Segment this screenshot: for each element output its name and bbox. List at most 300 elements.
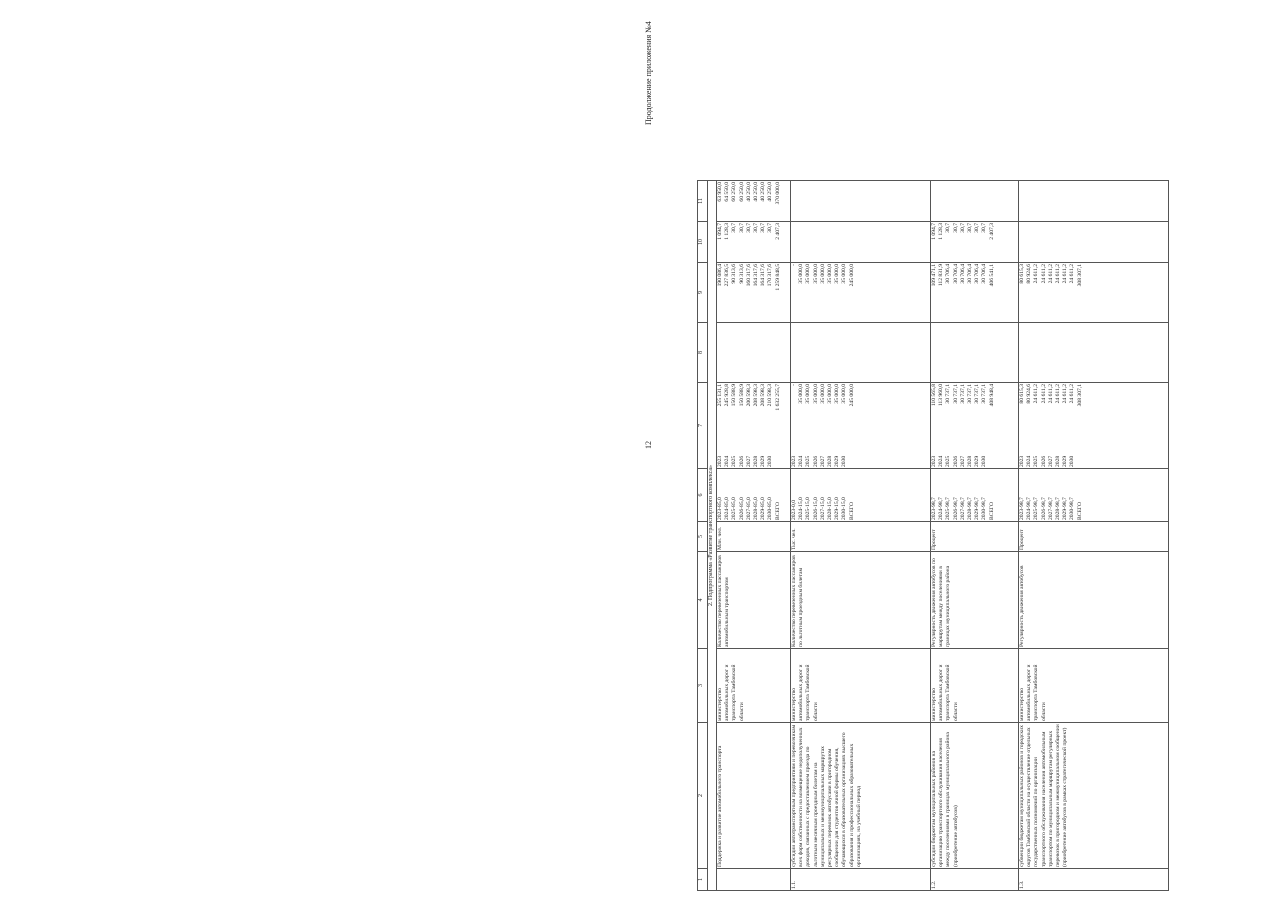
indicator-values-value: 2025-98,7 bbox=[1033, 497, 1040, 520]
regional-budget-value: 35 000,0 bbox=[819, 264, 826, 284]
responsible-executor: министерство автомобильных дорог и транспорта Тамбовской области bbox=[931, 649, 1019, 723]
federal-budget bbox=[717, 323, 791, 383]
indicator-name: Регулярность движения автобусов по маршрутам между поселениями в границах муниципального района bbox=[931, 552, 1019, 649]
funding-amount: 35 000,0 bbox=[834, 384, 841, 404]
program-table bbox=[697, 180, 1169, 891]
local-budget-value: 30,7 bbox=[731, 223, 738, 233]
funding-year: 2027 bbox=[1047, 455, 1054, 467]
funding-year: 2030 bbox=[981, 455, 988, 467]
funding-line bbox=[1069, 384, 1076, 467]
other-sources-value bbox=[1055, 182, 1062, 220]
regional-budget-value: 30 706,4 bbox=[945, 264, 952, 284]
funding-amount: 408 948,4 bbox=[988, 384, 995, 407]
funding-amount: 24 611,2 bbox=[1040, 384, 1047, 404]
funding-year: 2026 bbox=[738, 455, 745, 467]
indicator-values-value: 2030-98,7 bbox=[981, 497, 988, 520]
regional-budget-value: 164 317,6 bbox=[752, 264, 759, 287]
local-budget-value: 30,7 bbox=[952, 223, 959, 233]
funding-amount: 80 615,3 bbox=[1019, 384, 1025, 404]
funding-amount: 200 598,3 bbox=[745, 384, 752, 407]
indicator-values-value: 2027-98,7 bbox=[1047, 497, 1054, 520]
rotated-landscape-content bbox=[640, 0, 1280, 905]
other-sources-value bbox=[834, 182, 841, 220]
funding-year: 2027 bbox=[745, 455, 752, 467]
unit-of-measure: Процент bbox=[1019, 522, 1169, 552]
funding-line bbox=[798, 384, 805, 467]
regional-budget-value: 90 313,6 bbox=[731, 264, 738, 284]
regional-budget-value: 308 307,1 bbox=[1076, 264, 1083, 287]
header-col-7: 7 bbox=[698, 383, 708, 469]
funding-line bbox=[1077, 384, 1084, 467]
regional-budget-value: 406 541,1 bbox=[988, 264, 995, 287]
funding-total bbox=[717, 383, 791, 469]
funding-year: 2028 bbox=[966, 455, 973, 467]
funding-line bbox=[945, 384, 952, 467]
indicator-values-value: 2027-85,0 bbox=[745, 497, 752, 520]
local-budget-value bbox=[791, 223, 798, 261]
indicator-name: Регулярность движения автобусов bbox=[1019, 552, 1169, 649]
local-budget-value: 30,7 bbox=[767, 223, 774, 233]
indicator-values-value: 2024-15,0 bbox=[798, 497, 805, 520]
funding-line bbox=[841, 384, 848, 467]
indicator-values-value: 2027-98,7 bbox=[959, 497, 966, 520]
indicator-values-value: 2030-98,7 bbox=[1069, 497, 1076, 520]
funding-year: 2024 bbox=[938, 455, 945, 467]
federal-budget bbox=[1019, 323, 1169, 383]
funding-line bbox=[760, 384, 767, 467]
funding-amount: 208 598,3 bbox=[752, 384, 759, 407]
table-body bbox=[717, 181, 1169, 891]
funding-amount: 24 611,2 bbox=[1069, 384, 1076, 404]
local-budget-value: 2 407,3 bbox=[988, 223, 995, 240]
local-budget-value: 30,7 bbox=[981, 223, 988, 233]
funding-amount: 35 000,0 bbox=[798, 384, 805, 404]
measure-name: субвенции бюджетам муниципальных районов и городских округов Тамбовской области на осуществление отдельных государственных полномочий по организации транспортного обслуживания населения автомобильным транспортом по муниципальным маршрутам регулярных перевозок в пригородном и межмуниципальном сообщении (приобретение автобусов в рамках стратегической проект) bbox=[1019, 723, 1169, 869]
indicator-values-value: 2023-0,0 bbox=[791, 499, 797, 520]
other-sources-value bbox=[805, 182, 812, 220]
unit-of-measure: Процент bbox=[931, 522, 1019, 552]
funding-total bbox=[1019, 383, 1169, 469]
indicator-values-value: 2025-15,0 bbox=[805, 497, 812, 520]
funding-line bbox=[767, 384, 774, 467]
funding-year: 2024 bbox=[1026, 455, 1033, 467]
local-budget-value: 2 407,3 bbox=[774, 223, 781, 240]
row-number: 1.1. bbox=[791, 869, 931, 891]
funding-year: 2026 bbox=[1040, 455, 1047, 467]
header-col-10: 10 bbox=[698, 222, 708, 263]
funding-line bbox=[989, 384, 996, 467]
other-sources-value bbox=[931, 182, 938, 220]
funding-year: 2028 bbox=[752, 455, 759, 467]
funding-line bbox=[746, 384, 753, 467]
indicator-values-value: 2025-85,0 bbox=[731, 497, 738, 520]
indicator-values-value: 2026-98,7 bbox=[952, 497, 959, 520]
local-budget-value bbox=[1055, 223, 1062, 261]
other-sources-value bbox=[1041, 182, 1048, 220]
local-budget-value: 1 094,7 bbox=[931, 223, 937, 240]
local-budget-value bbox=[1062, 223, 1069, 261]
federal-budget bbox=[931, 323, 1019, 383]
local-budget-value bbox=[798, 223, 805, 261]
indicator-values-value: 2028-15,0 bbox=[826, 497, 833, 520]
other-sources-value bbox=[1033, 182, 1040, 220]
indicator-values-value: 2028-85,0 bbox=[752, 497, 759, 520]
other-sources-value: 40 250,0 bbox=[752, 182, 759, 202]
local-budget-value bbox=[820, 223, 827, 261]
indicator-values bbox=[1019, 469, 1169, 522]
other-sources bbox=[791, 181, 931, 222]
indicator-values-value: ВСЕГО bbox=[988, 501, 995, 520]
funding-line bbox=[731, 384, 738, 467]
measure-name: Поддержка и развитие автомобильного транспорта bbox=[717, 723, 791, 869]
header-col-1: 1 bbox=[698, 869, 708, 891]
funding-line bbox=[834, 384, 841, 467]
funding-line bbox=[827, 384, 834, 467]
funding-amount: 30 737,1 bbox=[945, 384, 952, 404]
funding-amount: 245 000,0 bbox=[848, 384, 855, 407]
funding-year: 2024 bbox=[724, 455, 731, 467]
regional-budget-value: 80 615,3 bbox=[1019, 264, 1025, 284]
funding-line bbox=[724, 384, 731, 467]
indicator-values-value: ВСЕГО bbox=[774, 501, 781, 520]
other-sources-value bbox=[791, 182, 798, 220]
other-sources-value bbox=[938, 182, 945, 220]
regional-budget-value: 80 924,6 bbox=[1026, 264, 1033, 284]
regional-budget bbox=[1019, 263, 1169, 323]
funding-line bbox=[1041, 384, 1048, 467]
funding-amount: 30 737,1 bbox=[952, 384, 959, 404]
other-sources-value bbox=[1069, 182, 1076, 220]
local-budget-value: 30,7 bbox=[966, 223, 973, 233]
header-number-row bbox=[698, 181, 708, 891]
funding-year: 2025 bbox=[1033, 455, 1040, 467]
funding-line bbox=[1048, 384, 1055, 467]
local-budget-value: 1 128,3 bbox=[938, 223, 945, 240]
other-sources-value bbox=[813, 182, 820, 220]
funding-year: 2025 bbox=[731, 455, 738, 467]
funding-total bbox=[791, 383, 931, 469]
indicator-values-value: 2023-98,7 bbox=[931, 497, 937, 520]
funding-amount: 150 588,9 bbox=[738, 384, 745, 407]
local-budget-value: 30,7 bbox=[752, 223, 759, 233]
header-col-4: 4 bbox=[698, 552, 708, 649]
funding-amount: 35 000,0 bbox=[819, 384, 826, 404]
funding-line bbox=[813, 384, 820, 467]
funding-amount: 35 000,0 bbox=[812, 384, 819, 404]
regional-budget-value: 30 706,4 bbox=[952, 264, 959, 284]
header-col-5: 5 bbox=[698, 522, 708, 552]
local-budget bbox=[717, 222, 791, 263]
local-budget bbox=[791, 222, 931, 263]
unit-of-measure: Млн. чел. bbox=[717, 522, 791, 552]
header-col-11: 11 bbox=[698, 181, 708, 222]
page-number: 12 bbox=[644, 441, 653, 449]
indicator-values-value: 2029-98,7 bbox=[1062, 497, 1069, 520]
header-col-9: 9 bbox=[698, 263, 708, 323]
responsible-executor: министерство автомобильных дорог и транспорта Тамбовской области bbox=[791, 649, 931, 723]
funding-amount: 80 924,6 bbox=[1026, 384, 1033, 404]
indicator-values-value: 2023-85,0 bbox=[717, 497, 723, 520]
funding-line bbox=[717, 384, 724, 467]
responsible-executor: министерство автомобильных дорог и транспорта Тамбовской области bbox=[717, 649, 791, 723]
funding-line bbox=[849, 384, 856, 467]
regional-budget-value: 24 611,2 bbox=[1069, 264, 1076, 284]
indicator-values-value: 2029-85,0 bbox=[760, 497, 767, 520]
regional-budget-value: 245 000,0 bbox=[848, 264, 855, 287]
regional-budget-value: 35 000,0 bbox=[805, 264, 812, 284]
other-sources-value bbox=[1026, 182, 1033, 220]
funding-line bbox=[981, 384, 988, 467]
funding-year: 2027 bbox=[819, 455, 826, 467]
measure-name: субсидии автотранспортным предприятиям и перевозчикам всех форм собственности на возмещение недополученных доходов, связанных с предоставлением проезда по льготным месячным проездным билетам на муниципальных и межмуниципальных маршрутах регулярных перевозок автобусами в пригородном сообщении для студентов очной формы обучения, обучающихся в образовательных организациях высшего образования и профессиональных образовательных организациях, на учебный период bbox=[791, 723, 931, 869]
indicator-values-value: 2029-98,7 bbox=[974, 497, 981, 520]
funding-line bbox=[974, 384, 981, 467]
local-budget-value bbox=[805, 223, 812, 261]
funding-amount: 30 737,1 bbox=[966, 384, 973, 404]
funding-line bbox=[960, 384, 967, 467]
table-row bbox=[791, 181, 931, 891]
row-number: 1.3. bbox=[1019, 869, 1169, 891]
other-sources-value: 370 000,0 bbox=[774, 182, 781, 205]
regional-budget-value: 112 831,9 bbox=[938, 264, 945, 287]
funding-year: 2027 bbox=[959, 455, 966, 467]
funding-line bbox=[931, 384, 938, 467]
funding-year: 2030 bbox=[767, 455, 774, 467]
indicator-values-value: 2025-98,7 bbox=[945, 497, 952, 520]
other-sources-value bbox=[827, 182, 834, 220]
indicator-name: Количество перевезенных пассажиров автомобильным транспортом bbox=[717, 552, 791, 649]
funding-year: 2030 bbox=[1069, 455, 1076, 467]
indicator-values-value: 2028-98,7 bbox=[966, 497, 973, 520]
indicator-values-value: 2024-98,7 bbox=[938, 497, 945, 520]
header-col-2: 2 bbox=[698, 723, 708, 869]
regional-budget-value: 227 836,5 bbox=[724, 264, 731, 287]
continuation-label: Продолжение приложения №4 bbox=[644, 21, 653, 125]
funding-year: 2026 bbox=[952, 455, 959, 467]
other-sources-value: 60 250,0 bbox=[731, 182, 738, 202]
section-heading-row bbox=[708, 181, 717, 891]
funding-line bbox=[739, 384, 746, 467]
regional-budget-value: 24 611,2 bbox=[1040, 264, 1047, 284]
funding-amount: 24 611,2 bbox=[1054, 384, 1061, 404]
indicator-values-value: 2026-85,0 bbox=[738, 497, 745, 520]
funding-year: 2029 bbox=[834, 455, 841, 467]
funding-year: 2028 bbox=[826, 455, 833, 467]
other-sources-value bbox=[1048, 182, 1055, 220]
local-budget-value: 1 128,3 bbox=[724, 223, 731, 240]
funding-amount: 35 000,0 bbox=[841, 384, 848, 404]
funding-amount: 24 611,2 bbox=[1033, 384, 1040, 404]
local-budget-value bbox=[1069, 223, 1076, 261]
other-sources-value bbox=[841, 182, 848, 220]
indicator-name: Количество перевезенных пассажиров по льготным проездным билетам bbox=[791, 552, 931, 649]
local-budget-value bbox=[813, 223, 820, 261]
regional-budget-value: 35 000,0 bbox=[841, 264, 848, 284]
funding-amount: 35 000,0 bbox=[826, 384, 833, 404]
indicator-values-value: ВСЕГО bbox=[1076, 501, 1083, 520]
regional-budget-value: 24 611,2 bbox=[1033, 264, 1040, 284]
funding-amount: 150 588,9 bbox=[731, 384, 738, 407]
local-budget-value: 30,7 bbox=[738, 223, 745, 233]
funding-line bbox=[753, 384, 760, 467]
funding-line bbox=[938, 384, 945, 467]
funding-year: 2028 bbox=[1054, 455, 1061, 467]
funding-year: 2023 bbox=[931, 455, 937, 467]
other-sources bbox=[931, 181, 1019, 222]
row-number bbox=[717, 869, 791, 891]
local-budget-value bbox=[1019, 223, 1026, 261]
federal-budget bbox=[791, 323, 931, 383]
indicator-values-value: 2023-98,7 bbox=[1019, 497, 1025, 520]
indicator-values-value: 2030-85,0 bbox=[767, 497, 774, 520]
header-col-8: 8 bbox=[698, 323, 708, 383]
local-budget-value: 1 094,7 bbox=[717, 223, 723, 240]
funding-amount: 30 737,1 bbox=[981, 384, 988, 404]
indicator-values-value: 2029-15,0 bbox=[834, 497, 841, 520]
other-sources-value bbox=[820, 182, 827, 220]
regional-budget-value: 160 317,6 bbox=[745, 264, 752, 287]
section-heading: 2. Подпрограмма «Развитие транспортного комплекса» bbox=[708, 181, 717, 891]
regional-budget-value: 1 259 848,5 bbox=[774, 264, 781, 291]
other-sources-value bbox=[981, 182, 988, 220]
funding-amount: - bbox=[791, 384, 797, 386]
funding-amount: 35 000,0 bbox=[805, 384, 812, 404]
other-sources-value: 60 250,0 bbox=[738, 182, 745, 202]
indicator-values bbox=[717, 469, 791, 522]
other-sources-value bbox=[953, 182, 960, 220]
regional-budget-value: 35 000,0 bbox=[826, 264, 833, 284]
funding-line bbox=[1055, 384, 1062, 467]
funding-line bbox=[1062, 384, 1069, 467]
local-budget-value bbox=[841, 223, 848, 261]
regional-budget-value: 24 611,2 bbox=[1054, 264, 1061, 284]
local-budget-value: 30,7 bbox=[745, 223, 752, 233]
funding-line bbox=[791, 384, 798, 467]
other-sources bbox=[717, 181, 791, 222]
regional-budget-value: 35 000,0 bbox=[812, 264, 819, 284]
funding-line bbox=[805, 384, 812, 467]
regional-budget-value: 30 706,4 bbox=[974, 264, 981, 284]
indicator-values-value: 2027-15,0 bbox=[819, 497, 826, 520]
table-row bbox=[931, 181, 1019, 891]
funding-year: 2023 bbox=[717, 455, 723, 467]
local-budget-value bbox=[1077, 223, 1084, 261]
funding-year: 2029 bbox=[1062, 455, 1069, 467]
regional-budget-value: - bbox=[791, 264, 797, 266]
unit-of-measure: Тыс. чел. bbox=[791, 522, 931, 552]
other-sources bbox=[1019, 181, 1169, 222]
local-budget-value: 30,7 bbox=[959, 223, 966, 233]
funding-line bbox=[820, 384, 827, 467]
funding-line bbox=[1033, 384, 1040, 467]
other-sources-value bbox=[960, 182, 967, 220]
funding-amount: 245 928,8 bbox=[724, 384, 731, 407]
funding-year: 2024 bbox=[798, 455, 805, 467]
header-col-3: 3 bbox=[698, 649, 708, 723]
other-sources-value: 40 250,0 bbox=[767, 182, 774, 202]
funding-amount: 208 598,3 bbox=[760, 384, 767, 407]
local-budget bbox=[1019, 222, 1169, 263]
other-sources-value bbox=[798, 182, 805, 220]
table-row bbox=[717, 181, 791, 891]
regional-budget-value: 170 317,6 bbox=[767, 264, 774, 287]
regional-budget-value: 35 000,0 bbox=[798, 264, 805, 284]
regional-budget-value: 164 317,6 bbox=[760, 264, 767, 287]
funding-year: 2026 bbox=[812, 455, 819, 467]
other-sources-value bbox=[945, 182, 952, 220]
regional-budget-value: 190 086,4 bbox=[717, 264, 723, 287]
funding-line bbox=[775, 384, 782, 467]
funding-year: 2030 bbox=[841, 455, 848, 467]
local-budget-value bbox=[1026, 223, 1033, 261]
other-sources-value bbox=[967, 182, 974, 220]
regional-budget-value: 24 611,2 bbox=[1062, 264, 1069, 284]
other-sources-value: 40 250,0 bbox=[745, 182, 752, 202]
local-budget bbox=[931, 222, 1019, 263]
funding-amount: 30 737,1 bbox=[974, 384, 981, 404]
table-row bbox=[1019, 181, 1169, 891]
measure-name: субсидии бюджетам муниципальных районов на организацию транспортного обслуживания населения между поселениями в границах муниципального района (приобретение автобусов) bbox=[931, 723, 1019, 869]
indicator-values-value: 2028-98,7 bbox=[1054, 497, 1061, 520]
regional-budget-value: 30 706,4 bbox=[959, 264, 966, 284]
regional-budget-value: 35 000,0 bbox=[834, 264, 841, 284]
header-col-6: 6 bbox=[698, 469, 708, 522]
local-budget-value bbox=[1041, 223, 1048, 261]
regional-budget-value: 24 611,2 bbox=[1047, 264, 1054, 284]
funding-line bbox=[953, 384, 960, 467]
responsible-executor: министерство автомобильных дорог и транспорта Тамбовской области bbox=[1019, 649, 1169, 723]
funding-amount: 1 632 255,7 bbox=[774, 384, 781, 411]
funding-amount: 110 565,8 bbox=[931, 384, 937, 407]
other-sources-value bbox=[1077, 182, 1084, 220]
local-budget-value: 30,7 bbox=[945, 223, 952, 233]
funding-year: 2023 bbox=[1019, 455, 1025, 467]
other-sources-value: 40 250,0 bbox=[760, 182, 767, 202]
indicator-values-value: 2024-85,0 bbox=[724, 497, 731, 520]
funding-line bbox=[967, 384, 974, 467]
funding-year: 2029 bbox=[760, 455, 767, 467]
funding-line bbox=[1019, 384, 1026, 467]
funding-amount: 24 611,2 bbox=[1062, 384, 1069, 404]
indicator-values-value: 2030-15,0 bbox=[841, 497, 848, 520]
local-budget-value bbox=[849, 223, 856, 261]
funding-year: 2025 bbox=[945, 455, 952, 467]
other-sources-value bbox=[989, 182, 996, 220]
regional-budget bbox=[931, 263, 1019, 323]
other-sources-value bbox=[1062, 182, 1069, 220]
local-budget-value bbox=[827, 223, 834, 261]
local-budget-value: 30,7 bbox=[760, 223, 767, 233]
indicator-values-value: 2024-98,7 bbox=[1026, 497, 1033, 520]
other-sources-value bbox=[1019, 182, 1026, 220]
local-budget-value bbox=[1033, 223, 1040, 261]
funding-year: 2025 bbox=[805, 455, 812, 467]
regional-budget-value: 30 706,4 bbox=[966, 264, 973, 284]
local-budget-value bbox=[1048, 223, 1055, 261]
funding-amount: 210 598,3 bbox=[767, 384, 774, 407]
indicator-values bbox=[791, 469, 931, 522]
funding-amount: 24 611,2 bbox=[1047, 384, 1054, 404]
regional-budget-value: 90 313,6 bbox=[738, 264, 745, 284]
funding-amount: 255 131,1 bbox=[717, 384, 723, 407]
funding-year: 2029 bbox=[974, 455, 981, 467]
regional-budget-value: 30 706,4 bbox=[981, 264, 988, 284]
funding-line bbox=[1026, 384, 1033, 467]
funding-total bbox=[931, 383, 1019, 469]
regional-budget bbox=[791, 263, 931, 323]
regional-budget bbox=[717, 263, 791, 323]
local-budget-value: 30,7 bbox=[974, 223, 981, 233]
